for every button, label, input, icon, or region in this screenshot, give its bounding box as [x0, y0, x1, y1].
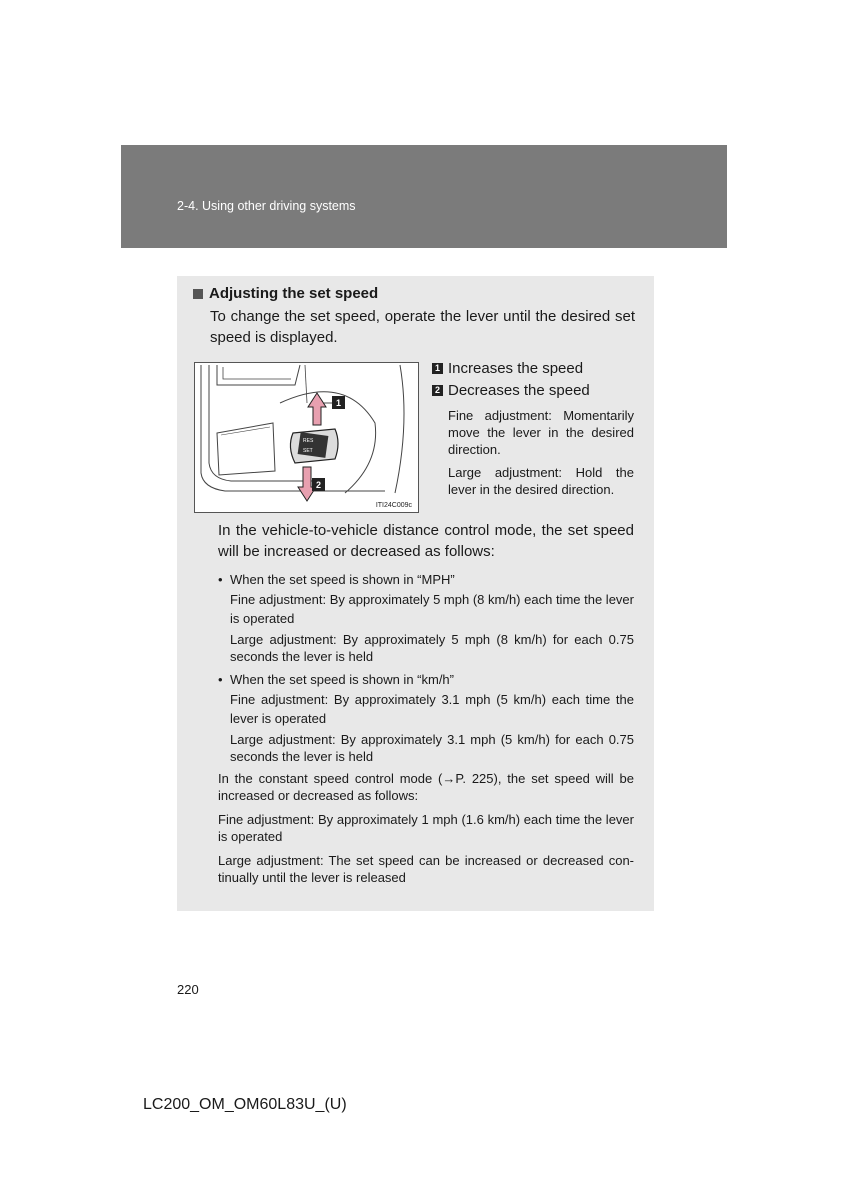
constant-fine: Fine adjustment: By approximately 1 mph (1.6 km/h) each time the lever is operated: [218, 812, 634, 844]
kmh-large: Large adjustment: By approximately 3.1 mph (5 km/h) for each 0.75 seconds the lever is held: [230, 732, 634, 764]
lever-label-res: RES: [303, 438, 314, 444]
lever-illustration: [194, 362, 419, 513]
number-2-icon: 2: [432, 385, 443, 396]
page-number: 220: [177, 982, 199, 997]
bullet-label: When the set speed is shown in “MPH”: [230, 572, 455, 587]
legend-label: Increases the speed: [448, 359, 584, 377]
body-text: [218, 520, 634, 893]
arrow-up-icon: [308, 393, 326, 425]
callout-1-label: 1: [335, 398, 342, 408]
vehicle-mode-intro: In the vehicle-to-vehicle distance control mode, the set speed will be increased or decreased as follows:: [218, 522, 634, 560]
section-label: 2-4. Using other driving systems: [177, 199, 356, 213]
figure-code: ITI24C009c: [375, 502, 412, 509]
bullet-dot-icon: •: [218, 672, 223, 687]
bullet-kmh: [218, 670, 634, 689]
legend: [432, 357, 634, 498]
legend-item-increase: [432, 357, 634, 379]
intro-paragraph: To change the set speed, operate the lever until the desired set speed is displayed.: [210, 308, 635, 346]
number-1-icon: 1: [432, 363, 443, 374]
callout-2-label: 2: [315, 480, 322, 490]
panel-heading: [193, 285, 378, 302]
bullet-label: When the set speed is shown in “km/h”: [230, 672, 454, 687]
info-panel: [177, 276, 654, 911]
legend-label: Decreases the speed: [448, 381, 590, 399]
legend-item-decrease: [432, 379, 634, 401]
lever-label-set: SET: [303, 448, 313, 454]
constant-large: Large adjustment: The set speed can be increased or decreased con-tinually until the lever is released: [218, 853, 634, 885]
document-code: LC200_OM_OM60L83U_(U): [143, 1096, 347, 1113]
section-header-band: [121, 145, 727, 248]
fine-adjustment-note: Fine adjustment: Momentarily move the lever in the desired direction.: [448, 408, 634, 457]
lever-drawing: [195, 363, 420, 514]
heading-text: Adjusting the set speed: [209, 285, 379, 302]
large-adjustment-note: Large adjustment: Hold the lever in the desired direction.: [448, 465, 634, 497]
mph-fine: Fine adjustment: By approximately 5 mph (8 km/h) each time the lever is operated: [230, 592, 634, 626]
kmh-fine: Fine adjustment: By approximately 3.1 mph (5 km/h) each time the lever is operated: [230, 692, 634, 726]
heading-square-icon: [193, 289, 203, 299]
mph-large: Large adjustment: By approximately 5 mph (8 km/h) for each 0.75 seconds the lever is held: [230, 632, 634, 664]
constant-mode-intro: In the constant speed control mode (→P. 225), the set speed will be increased or decreased as follows:: [218, 771, 634, 803]
bullet-mph: [218, 570, 634, 589]
bullet-dot-icon: •: [218, 572, 223, 587]
